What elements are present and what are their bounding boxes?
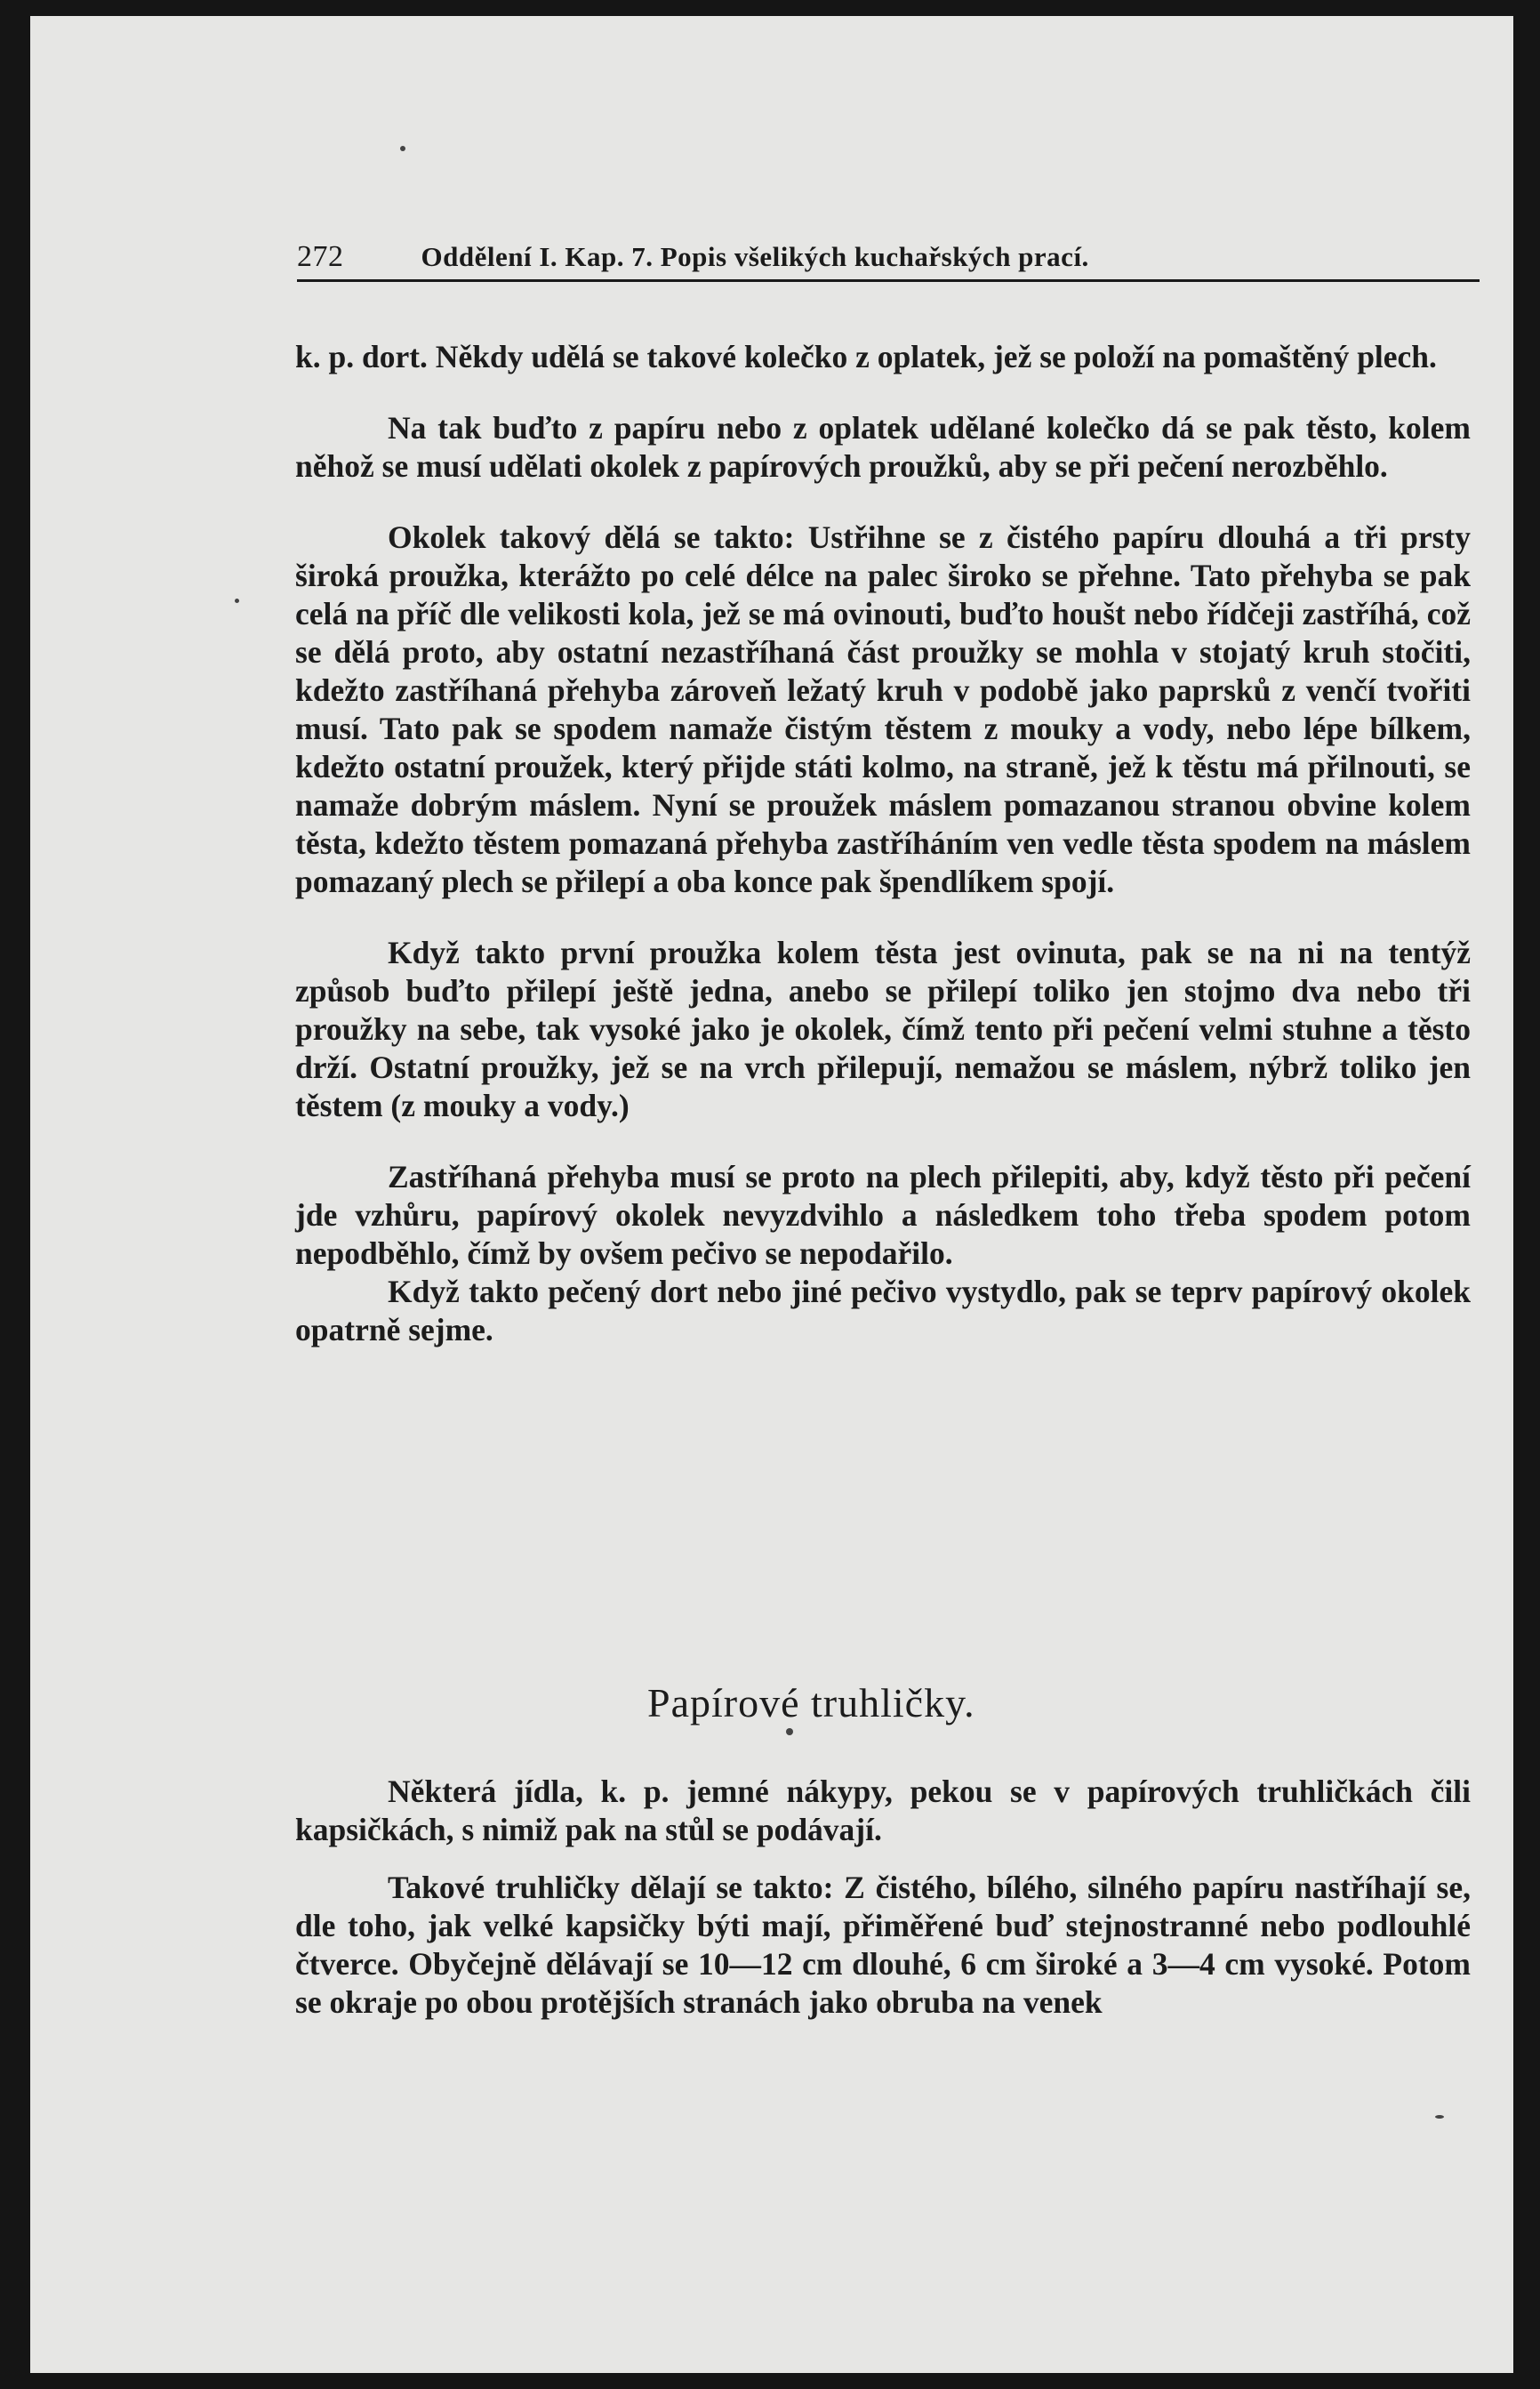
running-header — [297, 240, 1480, 282]
paragraph: k. p. dort. Někdy udělá se takové kolečko z oplatek, jež se položí na pomaštěný plech. — [295, 339, 1437, 374]
speck — [786, 1728, 793, 1735]
speck — [235, 599, 239, 603]
book-page — [30, 16, 1513, 2373]
page-number: 272 — [297, 240, 344, 273]
speck — [1435, 2115, 1444, 2119]
running-title: Oddělení I. Kap. 7. Popis všelikých kuchařských prací. — [421, 241, 1089, 272]
paragraph: Na tak buďto z papíru nebo z oplatek udělané kolečko dá se pak těsto, kolem něhož se musí udělati okolek z papírových proužků, aby se při pečení nerozběhlo. — [295, 410, 1471, 484]
speck — [400, 146, 405, 151]
paragraph: Zastříhaná přehyba musí se proto na plech přilepiti, aby, když těsto při pečení jde vzhůru, papírový okolek nevyzdvihlo a následkem toho třeba spodem potom nepodběhlo, čímž by ovšem pečivo se nepodařilo. — [295, 1159, 1471, 1271]
body-text-lower — [295, 1773, 1471, 2022]
paragraph: Některá jídla, k. p. jemné nákypy, pekou se v papírových truhličkách čili kapsičkách, s nimiž pak na stůl se podávají. — [295, 1774, 1471, 1847]
paragraph: Když takto první proužka kolem těsta jest ovinuta, pak se na ni na tentýž způsob buďto přilepí ještě jedna, anebo se přilepí toliko jen stojmo dva nebo tři proužky na sebe, tak vysoké jako je okolek, čímž tento při pečení velmi stuhne a těsto drží. Ostatní proužky, jež se na vrch přilepují, nemažou se máslem, nýbrž toliko jen těstem (z mouky a vody.) — [295, 935, 1471, 1123]
paragraph: Když takto pečený dort nebo jiné pečivo vystydlo, pak se teprv papírový okolek opatrně sejme. — [295, 1274, 1471, 1347]
section-heading: Papírové truhličky. — [647, 1680, 975, 1725]
body-text-upper — [295, 338, 1471, 1349]
paragraph: Okolek takový dělá se takto: Ustřihne se z čistého papíru dlouhá a tři prsty široká proužka, kterážto po celé délce na palec široko se přehne. Tato přehyba se pak celá na příč dle velikosti kola, jež se má ovinouti, buďto houšt nebo řídčeji zastříhá, což se dělá proto, aby ostatní nezastříhaná část proužky se mohla v stojatý kruh stočiti, kdežto zastříhaná přehyba zároveň ležatý kruh v podobě jako paprsků z venčí tvořiti musí. Tato pak se spodem namaže čistým těstem z mouky a vody, nebo lépe bílkem, kdežto ostatní proužek, který přijde státi kolmo, na straně, jež k těstu má přilnouti, se namaže dobrým máslem. Nyní se proužek máslem pomazanou stranou obvine kolem těsta, kdežto těstem pomazaná přehyba zastříháním ven vedle těsta spodem na máslem pomazaný plech se přilepí a oba konce pak špendlíkem spojí. — [295, 519, 1471, 899]
paragraph: Takové truhličky dělají se takto: Z čistého, bílého, silného papíru nastříhají se, dle toho, jak velké kapsičky býti mají, přiměřené buď stejnostranné nebo podlouhlé čtverce. Obyčejně dělávají se 10—12 cm dlouhé, 6 cm široké a 3—4 cm vysoké. Potom se okraje po obou protějších stranách jako obruba na venek — [295, 1870, 1471, 2020]
